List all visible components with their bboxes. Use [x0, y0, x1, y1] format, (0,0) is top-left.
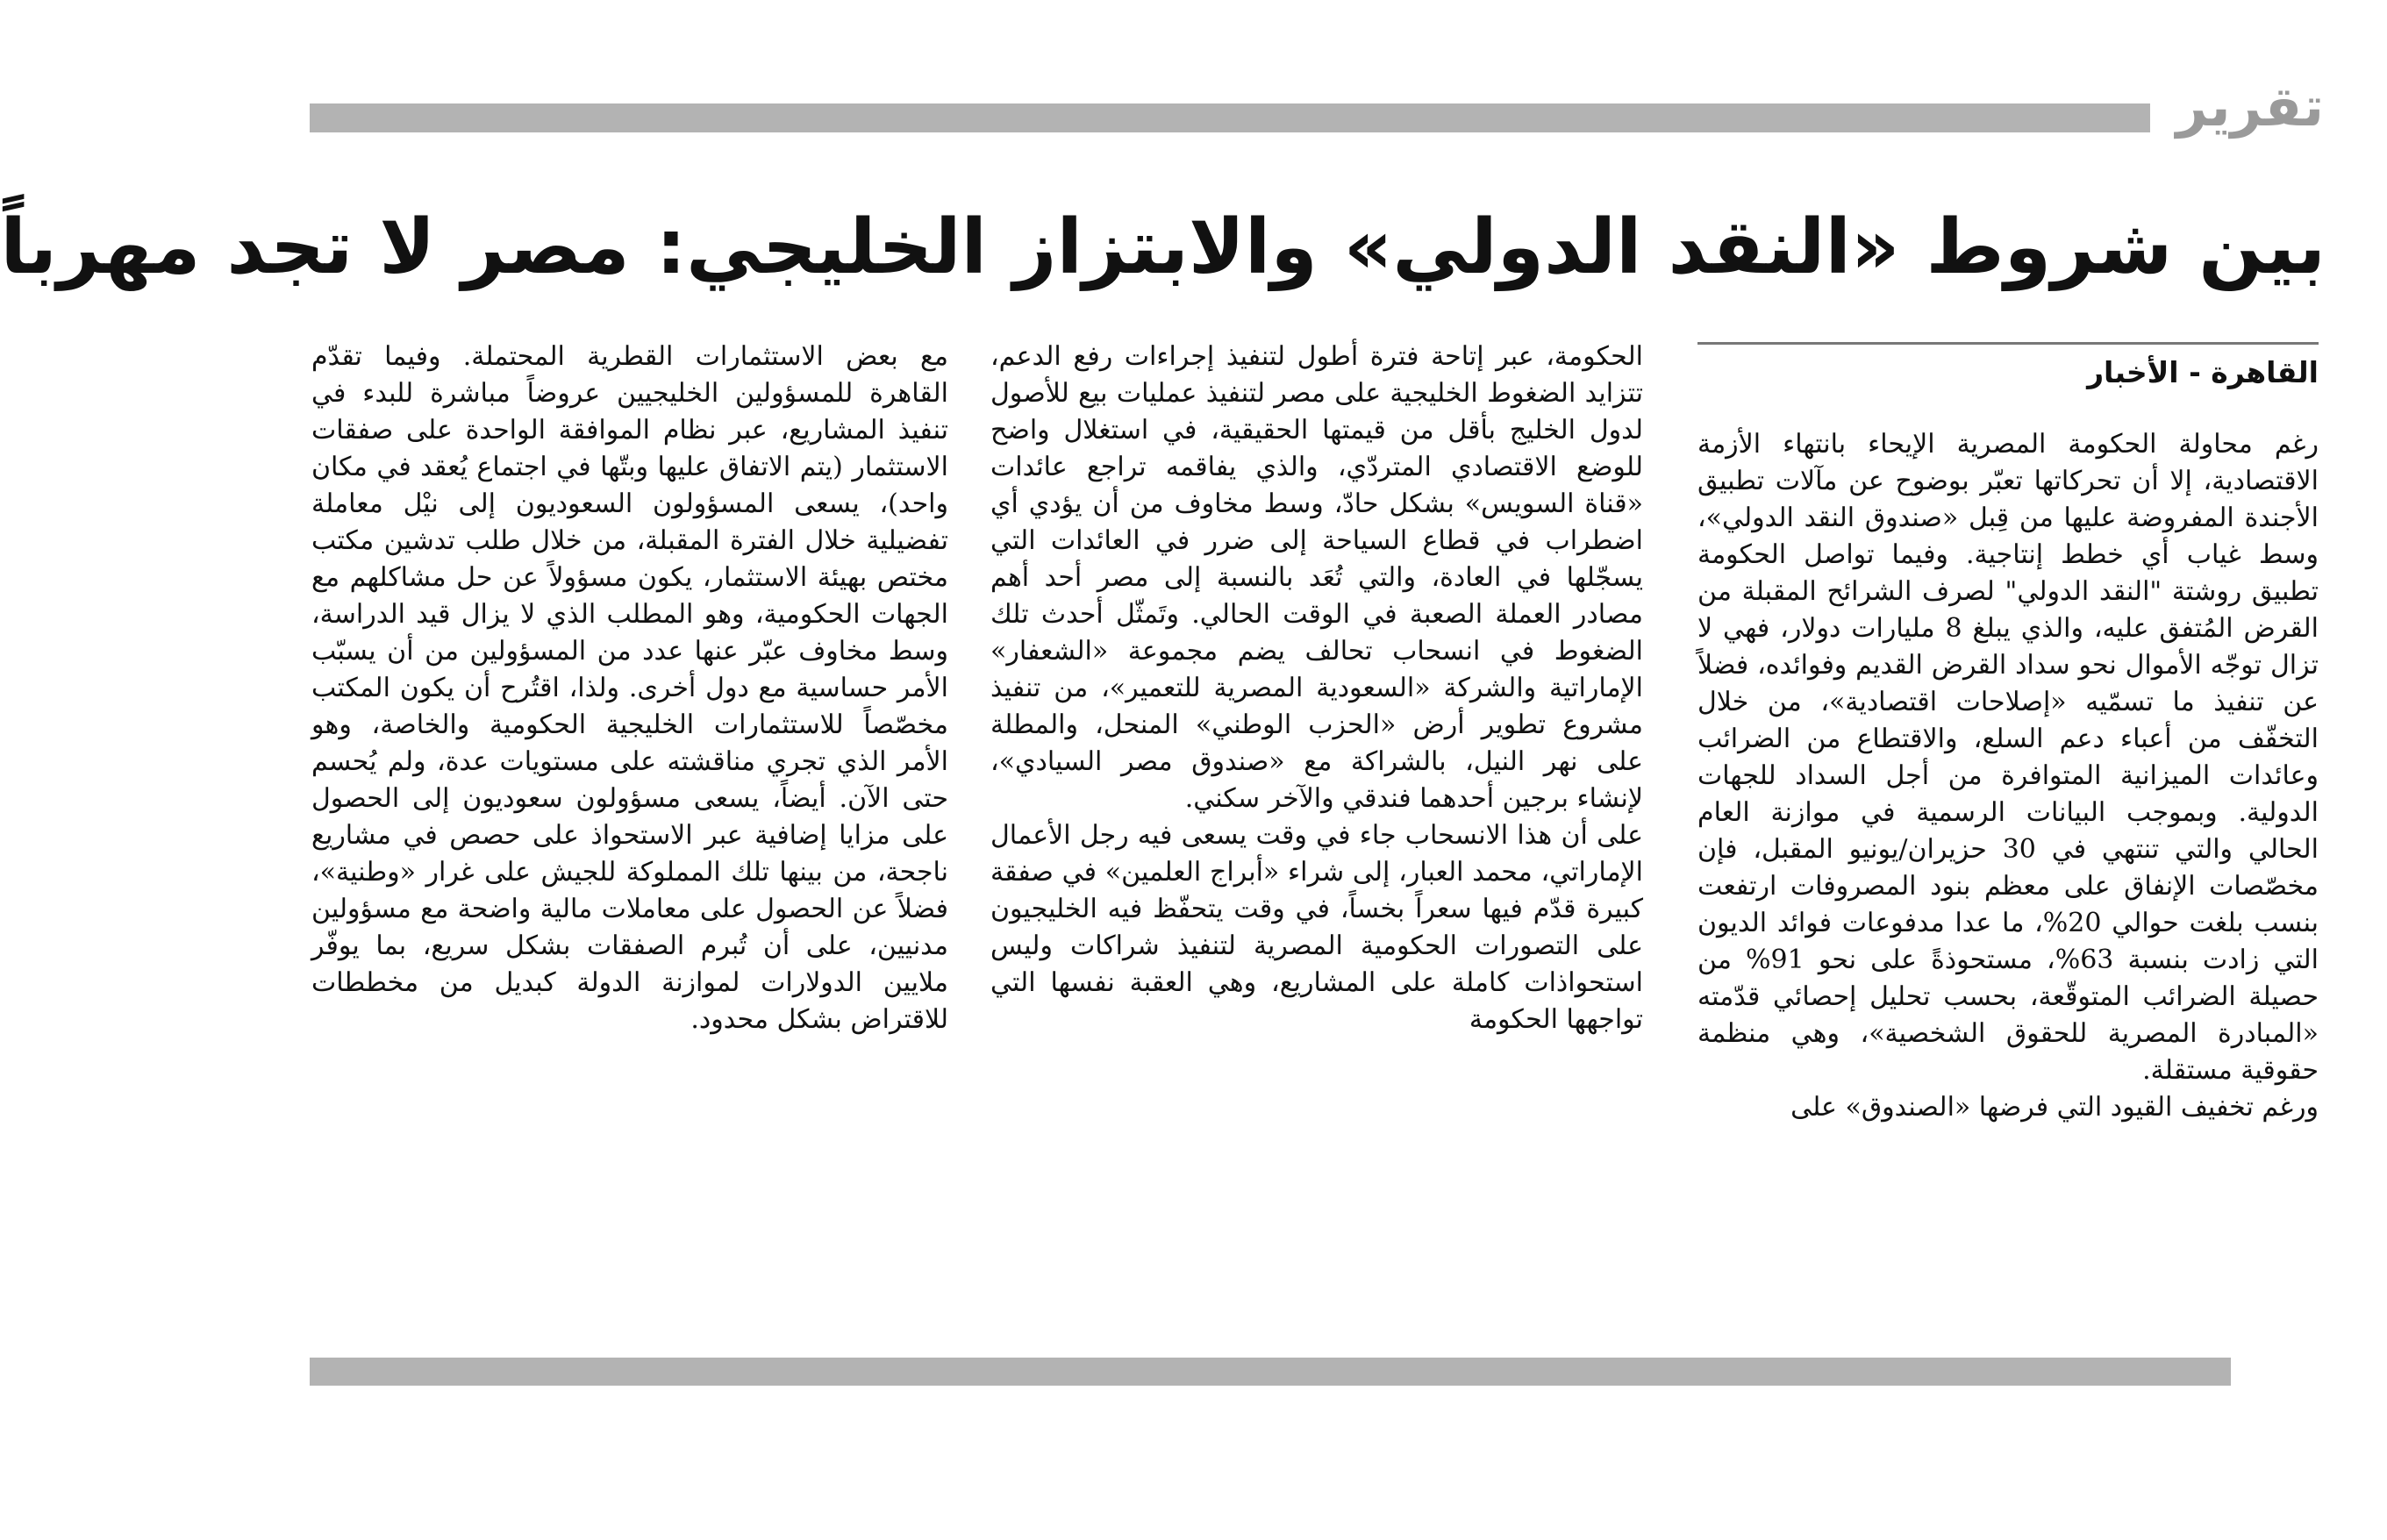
- byline-block: [1697, 342, 2319, 392]
- paragraph: الحكومة، عبر إتاحة فترة أطول لتنفيذ إجراءات رفع الدعم، تتزايد الضغوط الخليجية على مصر لتنفيذ عمليات بيع للأصول لدول الخليج بأقل من قيمتها الحقيقية، في استغلال واضح للوضع الاقتصادي المتردّي، والذي يفاقمه تراجع عائدات «قناة السويس» بشكل حادّ، وسط مخاوف من أن يؤدي أي اضطراب في قطاع السياحة إلى ضرر في العائدات التي يسجّلها في العادة، والتي تُعَد بالنسبة إلى مصر أحد أهم مصادر العملة الصعبة في الوقت الحالي. وتَمثّل أحدث تلك الضغوط في انسحاب تحالف يضم مجموعة «الشعفار» الإماراتية والشركة «السعودية المصرية للتعمير»، من تنفيذ مشروع تطوير أرض «الحزب الوطني» المنحل، والمطلة على نهر النيل، بالشراكة مع «صندوق مصر السيادي»، لإنشاء برجين أحدهما فندقي والآخر سكني.: [990, 341, 1643, 814]
- article-column-2: [990, 339, 1643, 1259]
- paragraph: مع بعض الاستثمارات القطرية المحتملة. وفيما تقدّم القاهرة للمسؤولين الخليجيين عروضاً مباشرة للبدء في تنفيذ المشاريع، عبر نظام الموافقة الواحدة على صفقات الاستثمار (يتم الاتفاق عليها وبتّها في اجتماع يُعقد في مكان واحد)، يسعى المسؤولون السعوديون إلى نيْل معاملة تفضيلية خلال الفترة المقبلة، من خلال طلب تدشين مكتب مختص بهيئة الاستثمار، يكون مسؤولاً عن حل مشاكلهم مع الجهات الحكومية، وهو المطلب الذي لا يزال قيد الدراسة، وسط مخاوف عبّر عنها عدد من المسؤولين من أن يسبّب الأمر حساسية مع دول أخرى. ولذا، اقتُرح أن يكون المكتب مخصّصاً للاستثمارات الخليجية الحكومية والخاصة، وهو الأمر الذي تجري مناقشته على مستويات عدة، ولم يُحسم حتى الآن. أيضاً، يسعى مسؤولون سعوديون إلى الحصول على مزايا إضافية عبر الاستحواذ على حصص في مشاريع ناجحة، من بينها تلك المملوكة للجيش على غرار «وطنية»، فضلاً عن الحصول على معاملات مالية واضحة مع مسؤولين مدنيين، على أن تُبرم الصفقات بشكل سريع، بما يوفّر ملايين الدولارات لموازنة الدولة كبديل من مخططات للاقتراض بشكل محدود.: [311, 341, 948, 1035]
- paragraph: ورغم تخفيف القيود التي فرضها «الصندوق» على: [1790, 1092, 2319, 1123]
- headline: بين شروط «النقد الدولي» والابتزاز الخليجي: مصر لا تجد مهرباً: [0, 203, 2326, 291]
- paragraph: على أن هذا الانسحاب جاء في وقت يسعى فيه رجل الأعمال الإماراتي، محمد العبار، إلى شراء «أبراج العلمين» في صفقة كبيرة قدّم فيها سعراً بخساً، في وقت يتحفّظ فيه الخليجيون على التصورات الحكومية المصرية لتنفيذ شراكات وليس استحواذات كاملة على المشاريع، وهي العقبة نفسها التي تواجهها الحكومة: [990, 820, 1643, 1035]
- top-rule: [310, 103, 2231, 132]
- byline: القاهرة - الأخبار: [2087, 355, 2319, 389]
- section-label: تقرير: [2150, 72, 2333, 142]
- bottom-rule: [310, 1358, 2231, 1386]
- paragraph: رغم محاولة الحكومة المصرية الإيحاء بانتهاء الأزمة الاقتصادية، إلا أن تحركاتها تعبّر بوضوح عن مآلات تطبيق الأجندة المفروضة عليها من قِبل «صندوق النقد الدولي»، وسط غياب أي خطط إنتاجية. وفيما تواصل الحكومة تطبيق روشتة "النقد الدولي" لصرف الشرائح المقبلة من القرض المُتفق عليه، والذي يبلغ 8 مليارات دولار، فهي لا تزال توجّه الأموال نحو سداد القرض القديم وفوائده، فضلاً عن تنفيذ ما تسمّيه «إصلاحات اقتصادية»، من خلال التخفّف من أعباء دعم السلع، والاقتطاع من الضرائب وعائدات الميزانية المتوافرة من أجل السداد للجهات الدولية. وبموجب البيانات الرسمية في موازنة العام الحالي والتي تنتهي في 30 حزيران/يونيو المقبل، فإن مخصّصات الإنفاق على معظم بنود المصروفات ارتفعت بنسب بلغت حوالي 20%، ما عدا مدفوعات فوائد الديون التي زادت بنسبة 63%، مستحوذةً على نحو 91% من حصيلة الضرائب المتوقّعة، بحسب تحليل إحصائي قدّمته «المبادرة المصرية للحقوق الشخصية»، وهي منظمة حقوقية مستقلة.: [1697, 429, 2319, 1086]
- article-column-1: [1697, 426, 2319, 1251]
- article-column-3: [311, 339, 948, 1259]
